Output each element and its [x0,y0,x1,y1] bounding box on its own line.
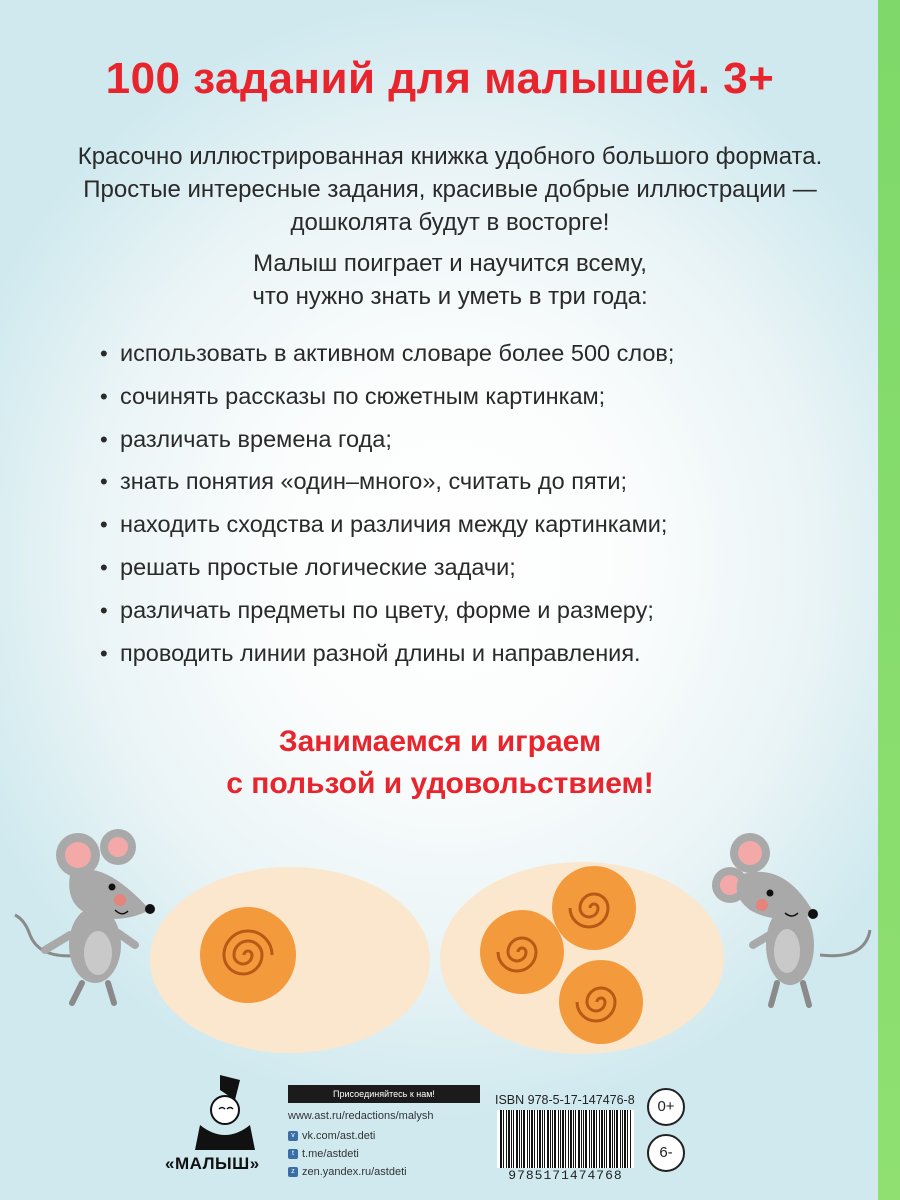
bun-icon [480,910,564,994]
barcode-bar [599,1110,600,1168]
bullet: • [100,640,108,666]
barcode-bar [547,1110,549,1168]
barcode-bar [550,1110,551,1168]
age-rating-badge: 0+ [647,1088,685,1126]
barcode-bar [529,1110,530,1168]
barcode-bar [612,1110,613,1168]
barcode-bars [497,1110,634,1168]
tagline-line: с пользой и удовольствием! [226,767,654,800]
social-link-telegram[interactable] [288,1148,359,1160]
skill-text: различать времена года; [120,425,392,452]
vk-icon: v [288,1131,298,1141]
barcode-bar [539,1110,541,1168]
skill-text: сочинять рассказы по сюжетным картинкам; [120,382,606,409]
barcode-bar [601,1110,603,1168]
barcode-bar [591,1110,592,1168]
barcode-bar [606,1110,607,1168]
barcode-bar [558,1110,559,1168]
barcode-bar [519,1110,520,1168]
book-title: 100 заданий для малышей. 3+ [105,54,775,103]
barcode-bar [573,1110,574,1168]
intro-line: дошколята будут в восторге! [290,209,610,236]
social-link-text: t.me/astdeti [302,1148,359,1160]
social-link-text: zen.yandex.ru/astdeti [302,1166,407,1178]
join-us-banner: Присоединяйтесь к нам! [288,1085,480,1103]
barcode-bar [560,1110,561,1168]
barcode-bar [516,1110,518,1168]
publisher-logo-icon [195,1075,255,1150]
barcode-bar [537,1110,538,1168]
bullet: • [100,469,108,495]
barcode-bar [620,1110,621,1168]
barcode-bar [596,1110,597,1168]
barcode-bar [604,1110,605,1168]
intro-line: Красочно иллюстрированная книжка удобного большого формата. [77,143,823,170]
barcode-bar [589,1110,590,1168]
barcode-bar [562,1110,564,1168]
zen-icon: z [288,1167,298,1177]
bun-icon [200,907,296,1003]
publisher-logo-text: «МАЛЫШ» [165,1154,260,1173]
telegram-icon: t [288,1149,298,1159]
lead-line: Малыш поиграет и научится всему, [253,250,647,277]
barcode-bar [554,1110,556,1168]
barcode [497,1110,634,1168]
bullet: • [100,597,108,623]
barcode-bar [568,1110,569,1168]
age-sticker-badge: 6- [647,1134,685,1172]
barcode-bar [585,1110,587,1168]
barcode-bar [578,1110,580,1168]
skill-text: проводить линии разной длины и направления. [120,639,641,666]
barcode-bar [614,1110,615,1168]
barcode-bar [503,1110,504,1168]
barcode-bar [527,1110,528,1168]
barcode-bar [581,1110,582,1168]
bullet: • [100,341,108,366]
mouse-icon [15,829,155,1003]
mouse-icon [712,833,870,1005]
bullet: • [100,554,108,580]
social-link-text: vk.com/ast.deti [302,1130,376,1142]
barcode-bar [593,1110,595,1168]
barcode-bar [523,1110,525,1168]
barcode-bar [542,1110,543,1168]
barcode-bar [513,1110,514,1168]
bun-icon [552,866,636,950]
barcode-bar [570,1110,572,1168]
skill-text: знать понятия «один–много», считать до пяти; [120,468,628,495]
barcode-bar [500,1110,502,1168]
barcode-bar [624,1110,626,1168]
isbn-text: ISBN 978-5-17-147476-8 [495,1093,635,1107]
bullet: • [100,426,108,452]
barcode-bar [609,1110,611,1168]
tagline-line: Занимаемся и играем [278,725,602,758]
social-link-vk[interactable] [288,1130,375,1142]
lead-line: что нужно знать и уметь в три года: [252,283,648,310]
skill-text: находить сходства и различия между картинками; [120,511,668,538]
skill-text: различать предметы по цвету, форме и размеру; [120,596,654,623]
barcode-bar [511,1110,512,1168]
barcode-bar [627,1110,628,1168]
skill-text: использовать в активном словаре более 500 слов; [120,340,675,366]
barcode-bar [552,1110,553,1168]
bullet: • [100,383,108,409]
social-link-zen[interactable] [288,1166,407,1178]
barcode-bar [583,1110,584,1168]
barcode-number: 9785171474768 [508,1168,623,1183]
barcode-bar [622,1110,623,1168]
barcode-bar [508,1110,510,1168]
barcode-bar [531,1110,533,1168]
barcode-bar [616,1110,618,1168]
intro-line: Простые интересные задания, красивые добрые иллюстрации — [83,176,817,203]
barcode-bar [565,1110,566,1168]
barcode-bar [506,1110,507,1168]
barcode-bar [630,1110,631,1168]
bun-icon [559,960,643,1044]
website-link[interactable]: www.ast.ru/redactions/malysh [288,1110,434,1122]
barcode-bar [521,1110,522,1168]
skill-text: решать простые логические задачи; [120,553,516,580]
barcode-bar [575,1110,576,1168]
barcode-bar [534,1110,535,1168]
barcode-bar [544,1110,545,1168]
bullet: • [100,512,108,538]
